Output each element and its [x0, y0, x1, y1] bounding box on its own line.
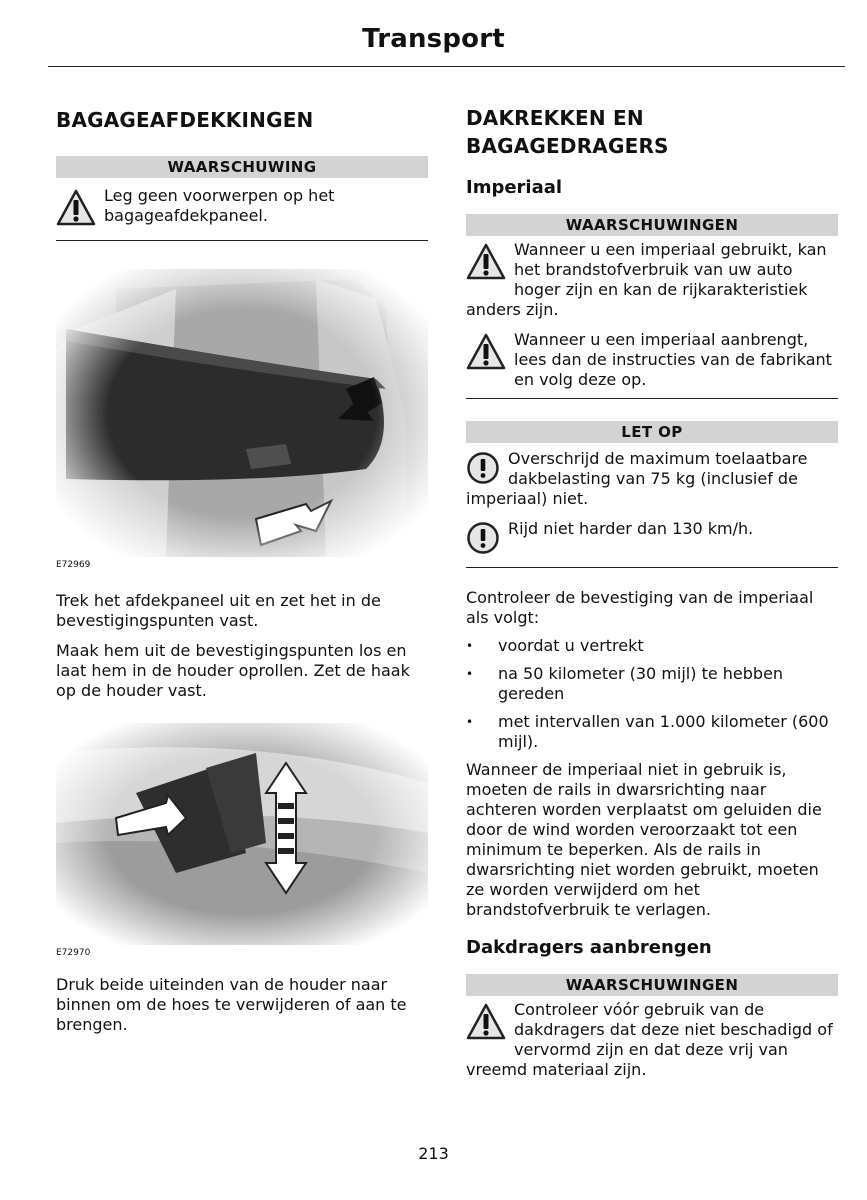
- warning-text: Wanneer u een imperiaal gebruikt, kan het brandstofverbruik van uw auto hoger zijn en kan de rijkarakteristiek anders zijn.: [466, 240, 827, 319]
- caution-note: [466, 449, 838, 509]
- right-column: [466, 100, 838, 1080]
- section-heading-bagageafdekkingen: BAGAGEAFDEKKINGEN: [56, 108, 314, 132]
- warning-text: Leg geen voorwerpen op het bagageafdekpaneel.: [104, 186, 335, 225]
- warning-note: [466, 1000, 838, 1080]
- paragraph-pull-cover: Trek het afdekpaneel uit en zet het in de bevestigingspunten vast.: [56, 591, 381, 630]
- caution-circle-icon: [466, 521, 500, 555]
- warnings-end-rule: [466, 398, 838, 399]
- section-heading-dakrekken: DAKREKKEN EN BAGAGEDRAGERS: [466, 106, 669, 158]
- warning-note: [466, 240, 838, 320]
- header-divider: [48, 66, 845, 67]
- subheading-dakdragers: Dakdragers aanbrengen: [466, 937, 712, 958]
- paragraph-holder-ends: Druk beide uiteinden van de houder naar binnen om de hoes te verwijderen of aan te brengen.: [56, 975, 407, 1034]
- paragraph-check-intro: Controleer de bevestiging van de imperiaal als volgt:: [466, 588, 814, 627]
- warnings-bar: WAARSCHUWINGEN: [466, 974, 838, 996]
- warning-text: Controleer vóór gebruik van de dakdragers dat deze niet beschadigd of vervormd zijn en dat deze vrij van vreemd materiaal zijn.: [466, 1000, 833, 1079]
- caution-bar: LET OP: [466, 421, 838, 443]
- warning-note: [466, 330, 838, 390]
- page-number: 213: [418, 1144, 449, 1163]
- warning-end-rule: [56, 240, 428, 241]
- figure-cargo-cover-pull: [56, 269, 428, 557]
- paragraph-release-cover: Maak hem uit de bevestigingspunten los en laat hem in de houder oprollen. Zet de haak op de houder vast.: [56, 641, 410, 700]
- warning-triangle-icon: [466, 332, 506, 372]
- check-list: [466, 636, 838, 752]
- warning-bar: WAARSCHUWING: [56, 156, 428, 178]
- left-column: [56, 100, 428, 1035]
- caution-text: Rijd niet harder dan 130 km/h.: [508, 519, 754, 538]
- caution-note: [466, 519, 838, 555]
- figure-holder-ends: [56, 723, 428, 945]
- subheading-imperiaal: Imperiaal: [466, 177, 563, 198]
- warnings-bar: WAARSCHUWINGEN: [466, 214, 838, 236]
- figure-caption: E72969: [56, 560, 91, 570]
- caution-text: Overschrijd de maximum toelaatbare dakbelasting van 75 kg (inclusief de imperiaal) niet.: [466, 449, 808, 508]
- list-item: • na 50 kilometer (30 mijl) te hebben gereden: [466, 664, 838, 704]
- list-item: • met intervallen van 1.000 kilometer (600 mijl).: [466, 712, 838, 752]
- holder-ends-illustration: [56, 723, 428, 945]
- warning-note: [56, 186, 428, 228]
- paragraph-rails: Wanneer de imperiaal niet in gebruik is, moeten de rails in dwarsrichting naar achteren worden verplaatst om geluiden die door de wind worden veroorzaakt tot een minimum te beperken. Als de rails in dwarsrichting niet worden gebruikt, moeten ze worden verwijderd om het brandstofverbruik te verlagen.: [466, 760, 822, 919]
- caution-circle-icon: [466, 451, 500, 485]
- caution-end-rule: [466, 567, 838, 568]
- warning-triangle-icon: [466, 242, 506, 282]
- list-item: • voordat u vertrekt: [466, 636, 838, 656]
- warning-triangle-icon: [56, 188, 96, 228]
- cargo-cover-illustration: [56, 269, 428, 557]
- warning-text: Wanneer u een imperiaal aanbrengt, lees dan de instructies van de fabrikant en volg deze op.: [514, 330, 832, 389]
- page-header-title: Transport: [362, 24, 505, 54]
- figure-caption: E72970: [56, 948, 91, 958]
- warning-triangle-icon: [466, 1002, 506, 1042]
